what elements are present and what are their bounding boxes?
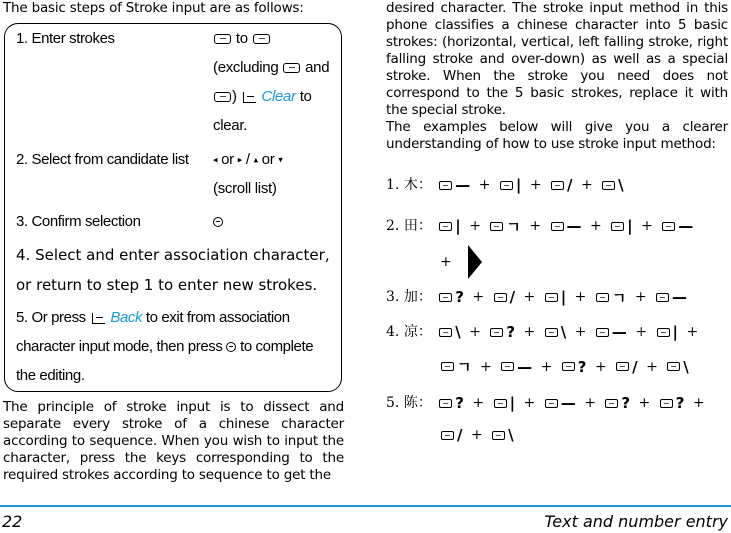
key-2-icon: [500, 181, 513, 190]
key-2-icon: [657, 328, 670, 337]
key-3-icon: [441, 431, 454, 440]
right-softkey-icon: [92, 313, 105, 324]
key-6-icon: [605, 399, 618, 408]
key-2-icon: [494, 399, 507, 408]
step-5-line-1: 5. Or press Back to exit from association: [16, 309, 290, 326]
key-3-icon: [616, 362, 629, 371]
special-stroke-icon: [468, 245, 482, 279]
key-1-icon: [545, 293, 558, 302]
key-5-icon: [490, 222, 503, 231]
step-2-detail-2: (scroll list): [213, 180, 277, 197]
step-1-detail: to: [213, 30, 271, 47]
down-arrow-icon: ▾: [278, 154, 283, 165]
key-1-icon: [501, 362, 514, 371]
key-4-icon: [492, 431, 505, 440]
step-1-detail-3: ) Clear to: [213, 88, 312, 105]
key-3-icon: [551, 181, 564, 190]
key-1-icon: [551, 222, 564, 231]
key-7-icon: [214, 92, 231, 102]
key-2-icon: [611, 222, 624, 231]
example-5-cont: / + \: [438, 426, 516, 444]
step-4-line-1: 4. Select and enter association character,: [16, 246, 330, 264]
key-9-icon: [253, 34, 270, 44]
key-6-icon: [439, 399, 452, 408]
step-2-detail: ◂ or ▸ / ▴ or ▾: [213, 151, 283, 168]
page-number: 22: [2, 512, 23, 531]
key-6-icon: [490, 328, 503, 337]
step-2-label: 2. Select from candidate list: [16, 151, 189, 168]
key-1-icon: [596, 328, 609, 337]
key-6-icon: [660, 399, 673, 408]
right-softkey-icon: [243, 92, 256, 103]
key-6-icon: [439, 293, 452, 302]
up-arrow-icon: ▴: [253, 154, 258, 165]
example-4: 4. 凉： \ + ? + \ + — + | +: [386, 323, 699, 341]
step-5-line-2: character input mode, then press to complete: [16, 338, 314, 355]
left-arrow-icon: ◂: [213, 154, 218, 165]
right-arrow-icon: ▸: [237, 154, 242, 165]
step-1-detail-2: (excluding and: [213, 59, 330, 76]
right-paragraph-2: The examples below will give you a clearer understanding of how to use stroke input method:: [386, 119, 728, 152]
key-1-icon: [545, 399, 558, 408]
key-5-icon: [441, 362, 454, 371]
example-5: 5. 陈： ? + | + — + ? + ? +: [386, 394, 705, 412]
step-3-label: 3. Confirm selection: [16, 213, 141, 230]
right-paragraph-1: desired character. The stroke input method in this phone classifies a chinese character into 5 basic strokes: (horizontal, vertical, left falling stroke, right falling stroke and over-down) as well as a special stroke. When the stroke you need does not correspond to the 5 basic strokes, replace it with the special stroke.: [386, 0, 728, 118]
ok-key-icon: [226, 342, 236, 352]
clear-label: Clear: [261, 88, 296, 105]
step-1-label: 1. Enter strokes: [16, 30, 115, 47]
key-8-icon: [283, 63, 300, 73]
key-1-icon: [656, 293, 669, 302]
key-4-icon: [602, 181, 615, 190]
step-5-line-3: the editing.: [16, 367, 85, 384]
key-5-icon: [596, 293, 609, 302]
key-2-icon: [214, 34, 231, 44]
key-1-icon: [439, 181, 452, 190]
steps-box: [4, 23, 342, 392]
key-4-icon: [545, 328, 558, 337]
key-3-icon: [494, 293, 507, 302]
step-4-line-2: or return to step 1 to enter new strokes.: [16, 276, 318, 294]
step-3-detail: [213, 213, 223, 230]
footer-divider: [0, 505, 731, 507]
step-1-detail-4: clear.: [213, 117, 248, 134]
key-4-icon: [439, 328, 452, 337]
left-paragraph: The principle of stroke input is to dissect and separate every stroke of a chinese character according to sequence. When you wish to input the character, press the keys corresponding to the required strokes according to sequence to get the: [3, 399, 344, 483]
key-1-icon: [662, 222, 675, 231]
key-2-icon: [439, 222, 452, 231]
example-1: 1. 木： — + | + / + \: [386, 176, 624, 194]
example-2: 2. 田： | + ㄱ + — + | + —: [386, 217, 694, 236]
back-label: Back: [110, 309, 143, 326]
key-4-icon: [667, 362, 680, 371]
section-title: Text and number entry: [544, 512, 728, 531]
right-paragraph: [386, 0, 728, 153]
example-2-cont: +: [438, 245, 482, 279]
example-4-cont: ㄱ + — + ? + / + \: [438, 356, 691, 377]
example-3: 3. 加： ? + / + | + ㄱ + —: [386, 288, 687, 307]
key-6-icon: [562, 362, 575, 371]
ok-key-icon: [213, 217, 223, 227]
intro-text: The basic steps of Stroke input are as follows:: [3, 0, 304, 16]
